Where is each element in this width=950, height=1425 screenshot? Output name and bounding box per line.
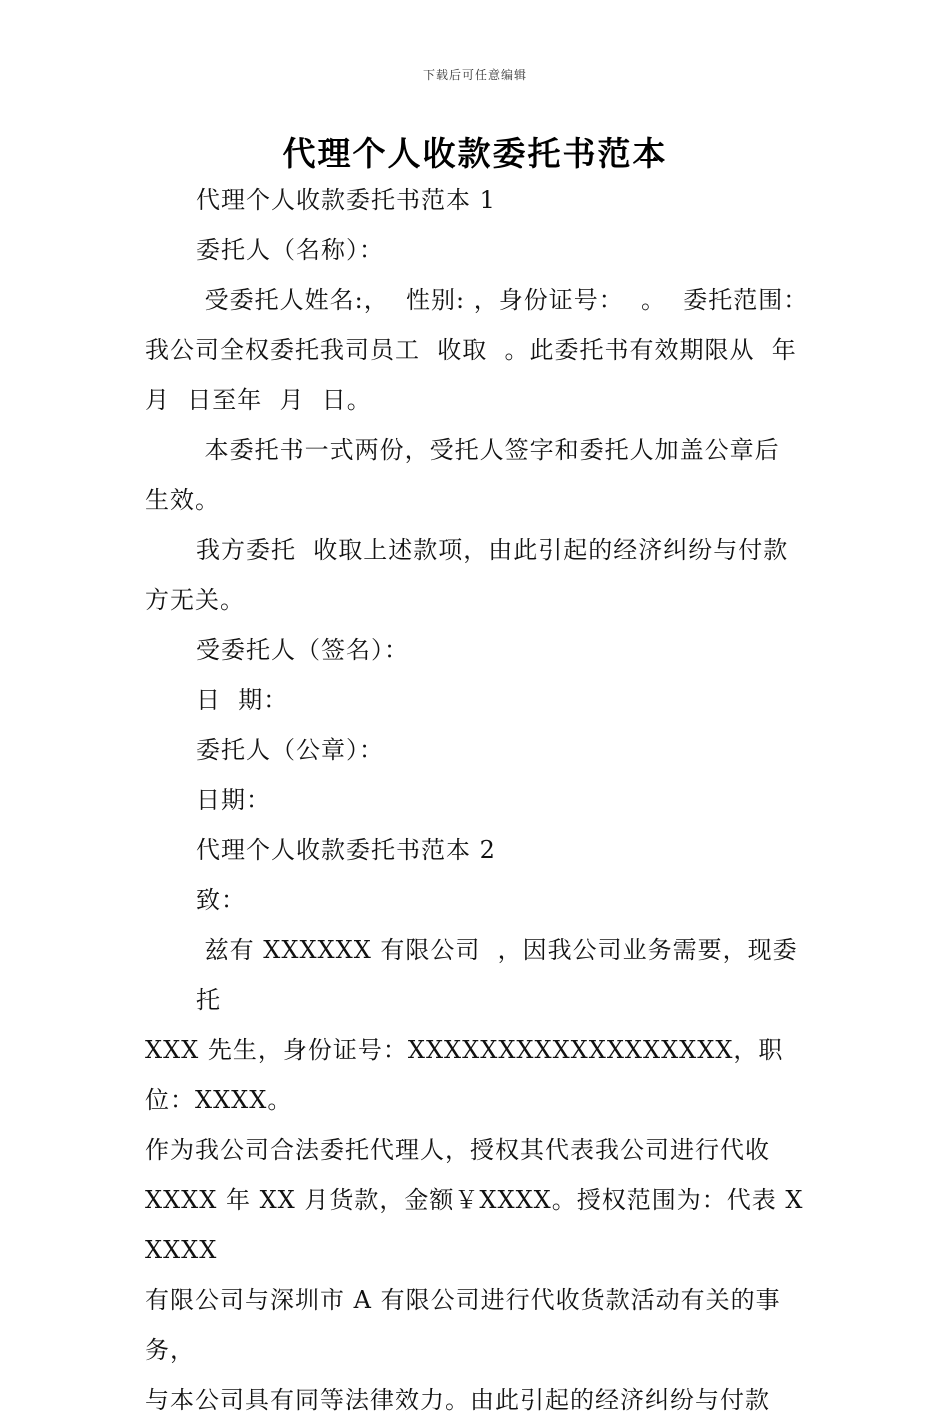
- body-line: XXXX 年 XX 月货款，金额￥XXXX。授权范围为：代表 XXXXX: [145, 1186, 804, 1264]
- body-line: 与本公司具有同等法律效力。由此引起的经济纠纷与付款: [145, 1386, 770, 1414]
- body-line: 日期：: [196, 786, 271, 814]
- body-line: 我公司全权委托我司员工 收取 。此委托书有效期限从 年: [145, 336, 797, 364]
- body-line: 兹有 XXXXXX 有限公司 ，因我公司业务需要，现委托: [196, 936, 798, 1014]
- body-line: 代理个人收款委托书范本 2: [196, 836, 496, 864]
- body-line: 委托人（名称）：: [196, 236, 384, 264]
- body-line: 我方委托 收取上述款项，由此引起的经济纠纷与付款: [196, 536, 789, 564]
- body-line: XXX 先生，身份证号：XXXXXXXXXXXXXXXXXX，职位：XXXX。: [145, 1036, 784, 1114]
- page-header-note: 下载后可任意编辑: [422, 68, 527, 82]
- body-line: 致：: [196, 886, 246, 914]
- body-line: 有限公司与深圳市 A 有限公司进行代收货款活动有关的事务，: [145, 1286, 781, 1364]
- body-line: 受委托人姓名:， 性别: ，身份证号： 。 委托范围：: [196, 286, 809, 314]
- body-line: 委托人（公章）：: [196, 736, 384, 764]
- body-line: 月 日至年 月 日。: [145, 386, 372, 414]
- body-line: 本委托书一式两份，受托人签字和委托人加盖公章后: [196, 436, 780, 464]
- document-body: [145, 175, 820, 1425]
- body-line: 日 期：: [196, 686, 289, 714]
- body-line: 受委托人（签名）：: [196, 636, 409, 664]
- body-line: 方无关。: [145, 586, 245, 614]
- body-line: 作为我公司合法委托代理人，授权其代表我公司进行代收: [145, 1136, 770, 1164]
- document-title: 代理个人收款委托书范本: [282, 134, 668, 173]
- body-line: 生效。: [145, 486, 220, 514]
- body-line: 代理个人收款委托书范本 1: [196, 186, 496, 214]
